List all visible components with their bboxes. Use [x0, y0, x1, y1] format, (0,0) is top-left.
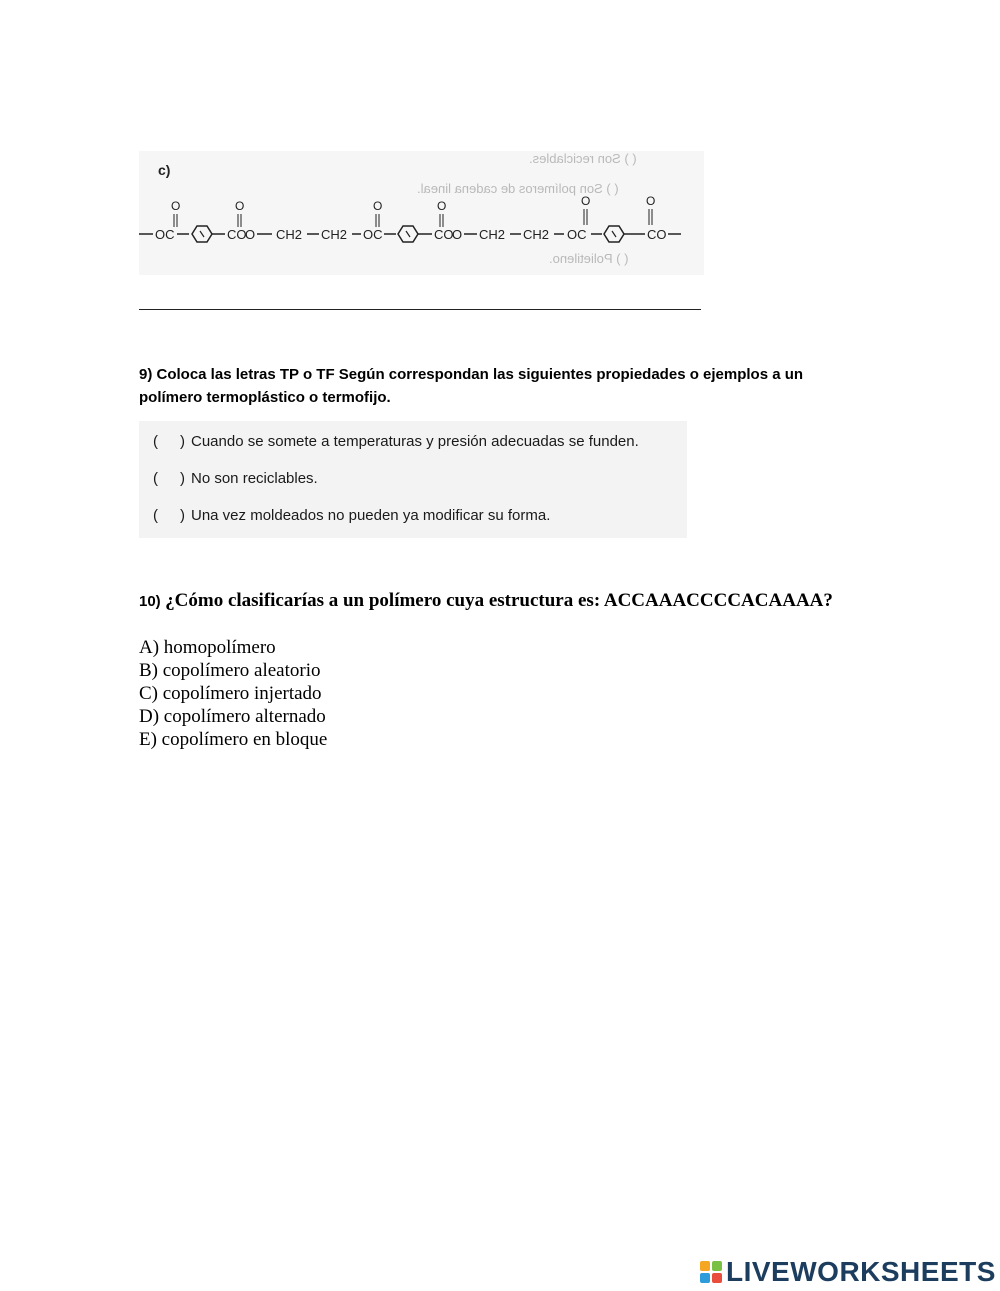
svg-text:O: O: [171, 199, 181, 213]
paren-open: (: [153, 470, 158, 487]
question-10-text: ¿Cómo clasificarías a un polímero cuya estructura es: ACCAAACCCCACAAAA?: [165, 590, 833, 611]
tp-tf-item[interactable]: [153, 507, 550, 524]
question-9-line-2: polímero termoplástico o termofijo.: [139, 389, 391, 406]
answer-line[interactable]: [139, 309, 701, 310]
ghost-text-1: ( ) Son reciclables.: [529, 151, 637, 166]
svg-text:O: O: [581, 194, 591, 208]
ghost-text-3: ( ) Polietileno.: [549, 251, 629, 266]
question-10: [139, 590, 833, 612]
tp-tf-item-text: No son reciclables.: [191, 470, 318, 487]
ghost-text-2: ( ) Son polímeros de cadena lineal.: [417, 181, 619, 196]
brand-name: LIVEWORKSHEETS: [726, 1256, 996, 1287]
paren-close: ): [180, 507, 185, 524]
structure-drawing: [139, 151, 704, 275]
formula-token: OC: [155, 227, 175, 242]
option-e[interactable]: E) copolímero en bloque: [139, 729, 328, 750]
liveworksheets-brand: [700, 1256, 996, 1288]
option-c[interactable]: C) copolímero injertado: [139, 683, 322, 704]
structure-label: c): [158, 162, 171, 178]
svg-text:O: O: [452, 227, 463, 242]
paren-close: ): [180, 470, 185, 487]
paren-close: ): [180, 433, 185, 450]
svg-text:CO: CO: [434, 227, 454, 242]
svg-text:CH2: CH2: [321, 227, 348, 242]
svg-text:CH2: CH2: [523, 227, 550, 242]
svg-text:CO: CO: [647, 227, 667, 242]
svg-text:O: O: [235, 199, 245, 213]
svg-text:CO: CO: [227, 227, 247, 242]
paren-open: (: [153, 433, 158, 450]
svg-text:O: O: [245, 227, 256, 242]
question-10-number: 10): [139, 593, 161, 610]
tp-tf-item-text: Una vez moldeados no pueden ya modificar su forma.: [191, 507, 551, 524]
svg-text:OC: OC: [363, 227, 383, 242]
svg-text:O: O: [646, 194, 656, 208]
polymer-structure-image: [139, 151, 704, 275]
option-a[interactable]: A) homopolímero: [139, 637, 276, 658]
tp-tf-item[interactable]: [153, 470, 318, 487]
tp-tf-item-text: Cuando se somete a temperaturas y presión adecuadas se funden.: [191, 433, 639, 450]
svg-text:CH2: CH2: [479, 227, 506, 242]
svg-text:O: O: [373, 199, 383, 213]
svg-text:OC: OC: [567, 227, 587, 242]
tp-tf-image: [139, 421, 687, 538]
svg-text:CH2: CH2: [276, 227, 303, 242]
answer-options: [139, 636, 327, 751]
liveworksheets-logo-icon: [700, 1261, 722, 1283]
question-9-line-1: 9) Coloca las letras TP o TF Según correspondan las siguientes propiedades o ejemplos a un: [139, 366, 804, 383]
svg-text:O: O: [437, 199, 447, 213]
option-b[interactable]: B) copolímero aleatorio: [139, 660, 321, 681]
option-d[interactable]: D) copolímero alternado: [139, 706, 326, 727]
tp-tf-item[interactable]: [153, 433, 639, 450]
paren-open: (: [153, 507, 158, 524]
